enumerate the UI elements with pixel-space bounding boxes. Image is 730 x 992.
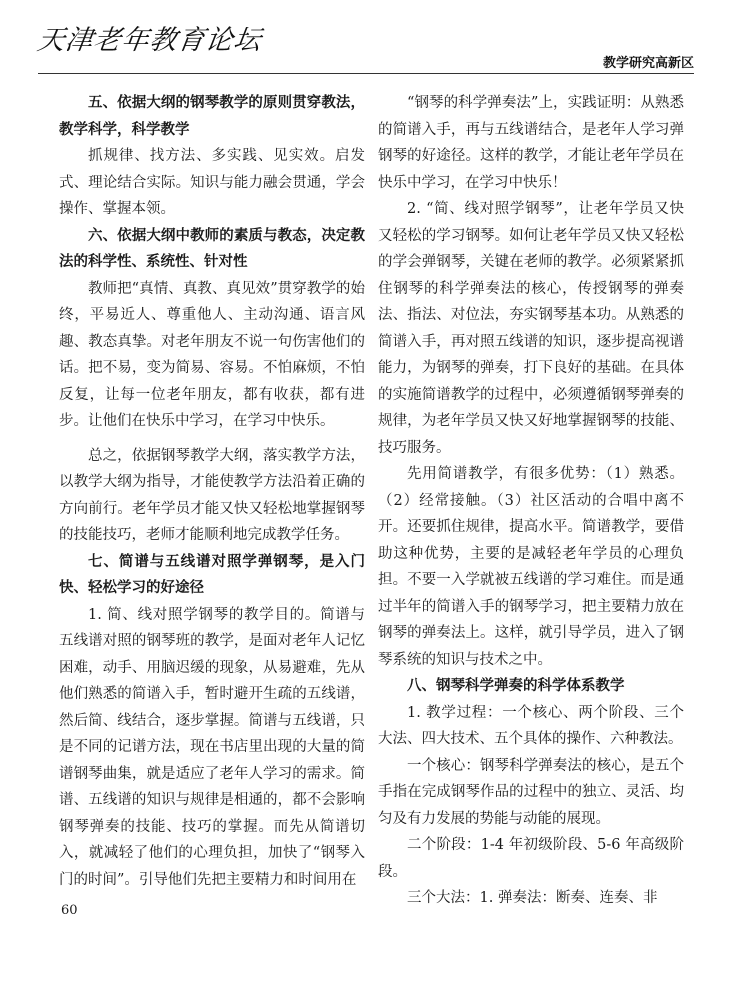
page-header [35, 14, 694, 74]
paragraph: 1. 简、线对照学钢琴的教学目的。简谱与五线谱对照的钢琴班的教学，是面对老年人记忆困难，动手、用脑迟缓的现象，从易避难，先从他们熟悉的简谱入手，暂时避开生疏的五线谱，然后简、线结合，逐步掌握。简谱与五线谱，只是不同的记谱方法，现在书店里出现的大量的简谱钢琴曲集，就是适应了老年人学习的需求。简谱、五线谱的知识与规律是相通的，都不会影响钢琴弹奏的技能、技巧的掌握。而先从简谱切入，就减轻了他们的心理负担，加快了“钢琴入门的时间”。引导他们先把主要精力和时间用在 [59, 606, 365, 888]
paragraph: 三个大法：1. 弹奏法：断奏、连奏、非 [407, 890, 658, 906]
page-number: 60 [61, 903, 78, 918]
paragraph: “钢琴的科学弹奏法”上，实践证明：从熟悉的简谱入手，再与五线谱结合，是老年人学习弹钢琴的好途径。这样的教学，才能让老年学员在快乐中学习，在学习中快乐！ [378, 95, 684, 191]
paragraph: 1. 教学过程：一个核心、两个阶段、三个大法、四大技术、五个具体的操作、六种教法。 [378, 704, 684, 747]
section-title: 教学研究高新区 [602, 56, 694, 71]
section-heading: 七、简谱与五线谱对照学弹钢琴，是入门快、轻松学习的好途径 [59, 553, 365, 596]
section-heading: 五、依据大纲的钢琴教学的原则贯穿教法，教学科学，科学教学 [59, 95, 365, 138]
paragraph: 抓规律、找方法、多实践、见实效。启发式、理论结合实际。知识与能力融会贯通，学会操作、掌握本领。 [59, 148, 365, 217]
paragraph: 二个阶段：1-4 年初级阶段、5-6 年高级阶段。 [378, 837, 684, 880]
paragraph: 一个核心：钢琴科学弹奏法的核心，是五个手指在完成钢琴作品的过程中的独立、灵活、均匀及有力发展的势能与动能的展现。 [378, 757, 684, 827]
section-heading: 六、依据大纲中教师的素质与教态，决定教法的科学性、系统性、针对性 [59, 227, 365, 270]
right-column [378, 90, 684, 912]
section-heading: 八、钢琴科学弹奏的科学体系教学 [407, 678, 625, 694]
left-column [59, 90, 365, 893]
paragraph: 2. “简、线对照学钢琴”，让老年学员又快又轻松的学习钢琴。如何让老年学员又快又轻松的学会弹钢琴，关键在老师的教学。必须紧紧抓住钢琴的科学弹奏法的核心，传授钢琴的弹奏法、指法、对位法，夯实钢琴基本功。从熟悉的简谱入手，再对照五线谱的知识，逐步提高视谱能力，为钢琴的弹奏，打下良好的基础。在具体的实施简谱教学的过程中，必须遵循钢琴弹奏的规律，为老年学员又快又好地掌握钢琴的技能、技巧服务。 [378, 201, 684, 456]
header-divider [38, 73, 694, 74]
paragraph: 教师把“真情、真教、真见效”贯穿教学的始终，平易近人、尊重他人、主动沟通、语言风趣、教态真挚。对老年朋友不说一句伤害他们的话。把不易，变为简易、容易。不怕麻烦，不怕反复，让每一位老年朋友，都有收获，都有进步。让他们在快乐中学习，在学习中快乐。 [59, 280, 365, 429]
journal-logo: 天津老年教育论坛 [35, 25, 264, 56]
paragraph: 先用简谱教学，有很多优势：（1）熟悉。（2）经常接触。（3）社区活动的合唱中离不开。还要抓住规律，提高水平。简谱教学，要借助这种优势，主要的是减轻老年学员的心理负担。不要一入学就被五线谱的学习难住。而是通过半年的简谱入手的钢琴学习，把主要精力放在钢琴的弹奏法上。这样，就引导学员，进入了钢琴系统的知识与技术之中。 [378, 466, 684, 668]
paragraph: 总之，依据钢琴教学大纲，落实教学方法，以教学大纲为指导，才能使教学方法沿着正确的方向前行。老年学员才能又快又轻松地掌握钢琴的技能技巧，老师才能顺利地完成教学任务。 [59, 447, 365, 543]
